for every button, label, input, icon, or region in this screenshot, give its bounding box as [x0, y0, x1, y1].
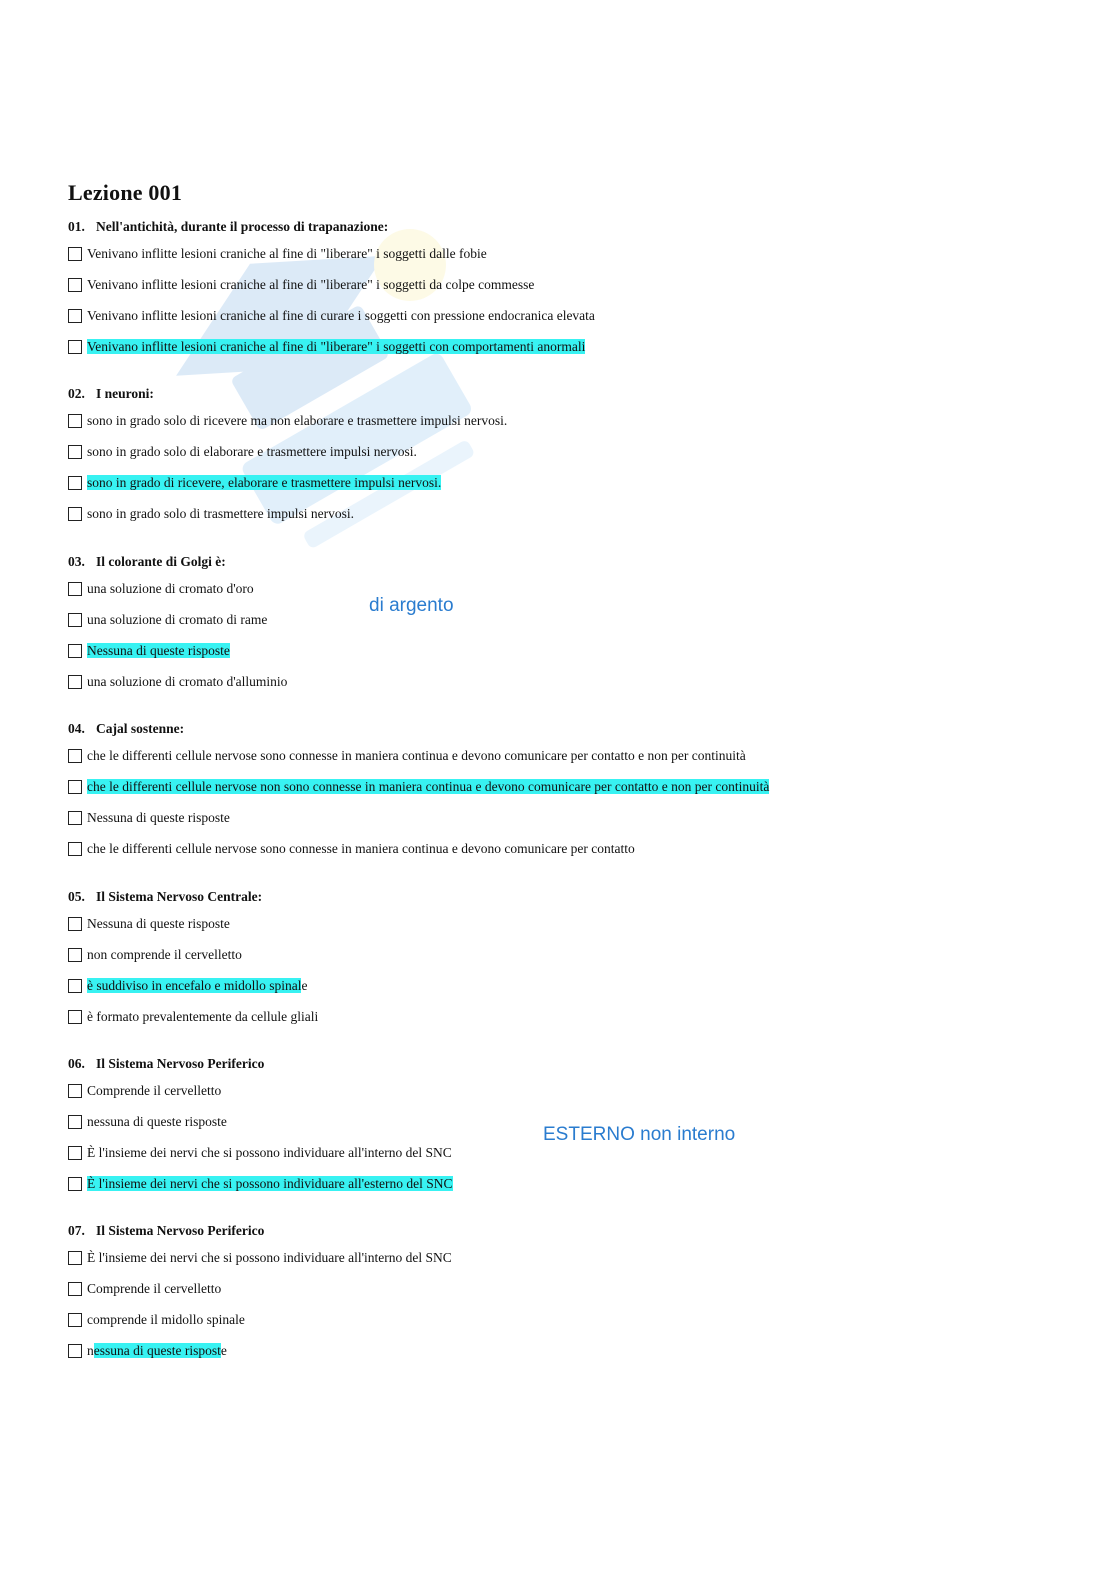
answer-option-label [87, 581, 254, 597]
answer-option[interactable] [68, 498, 507, 529]
checkbox[interactable] [68, 644, 82, 658]
answer-option[interactable] [68, 802, 769, 833]
answer-text: che le differenti cellule nervose sono connesse in maniera continua e devono comunicare per contatto e non per continuità [87, 747, 746, 763]
answer-text: che le differenti cellule nervose sono connesse in maniera continua e devono comunicare per contatto [87, 840, 635, 856]
question-text: Il colorante di Golgi è: [96, 554, 226, 569]
highlighted-answer-text: Nessuna di queste risposte [87, 642, 230, 658]
answer-option-label [87, 475, 441, 491]
checkbox[interactable] [68, 842, 82, 856]
answer-option[interactable] [68, 1137, 453, 1168]
answer-text: n [87, 1342, 94, 1358]
highlighted-answer-text: sono in grado di ricevere, elaborare e trasmettere impulsi nervosi. [87, 474, 442, 490]
question-block [68, 551, 287, 697]
answer-text: Comprende il cervelletto [87, 1082, 222, 1098]
question-number: 01. [68, 219, 85, 234]
answer-option-label [87, 643, 230, 659]
answer-option[interactable] [68, 436, 507, 467]
question-number: 03. [68, 554, 85, 569]
answer-option[interactable] [68, 1001, 318, 1032]
question-block [68, 718, 769, 864]
checkbox[interactable] [68, 1282, 82, 1296]
checkbox[interactable] [68, 917, 82, 931]
question-block [68, 383, 507, 529]
question-text: I neuroni: [96, 386, 154, 401]
answer-option[interactable] [68, 1273, 452, 1304]
answer-option-label [87, 916, 230, 932]
question-block [68, 1053, 453, 1199]
answer-option[interactable] [68, 238, 595, 269]
checkbox[interactable] [68, 948, 82, 962]
question-number: 07. [68, 1223, 85, 1238]
answer-option-label [87, 506, 354, 522]
checkbox[interactable] [68, 247, 82, 261]
answer-option[interactable] [68, 604, 287, 635]
answer-option[interactable] [68, 300, 595, 331]
answer-option[interactable] [68, 1075, 453, 1106]
answer-option-label [87, 841, 635, 857]
checkbox[interactable] [68, 613, 82, 627]
question-heading [68, 216, 595, 238]
answer-option-label [87, 246, 487, 262]
answer-option-label [87, 810, 230, 826]
checkbox[interactable] [68, 445, 82, 459]
answer-option-label [87, 1281, 221, 1297]
checkbox[interactable] [68, 476, 82, 490]
answer-option-label [87, 339, 585, 355]
answer-option[interactable] [68, 666, 287, 697]
answer-option-label [87, 947, 242, 963]
question-text: Il Sistema Nervoso Periferico [96, 1223, 265, 1238]
checkbox[interactable] [68, 979, 82, 993]
highlighted-answer-text: è suddiviso in encefalo e midollo spinal [87, 977, 302, 993]
answer-option-label [87, 748, 746, 764]
answer-option[interactable] [68, 1335, 452, 1366]
question-block [68, 1220, 452, 1366]
handwritten-note: ESTERNO non interno [543, 1124, 736, 1145]
answer-text: Venivano inflitte lesioni craniche al fine di "liberare" i soggetti da colpe commesse [87, 276, 535, 292]
question-block [68, 886, 318, 1032]
answer-option[interactable] [68, 970, 318, 1001]
answer-option-label [87, 1250, 452, 1266]
answer-option[interactable] [68, 405, 507, 436]
answer-text: non comprende il cervelletto [87, 946, 242, 962]
checkbox[interactable] [68, 780, 82, 794]
answer-option-label [87, 674, 287, 690]
answer-option[interactable] [68, 1242, 452, 1273]
answer-option-label [87, 444, 417, 460]
checkbox[interactable] [68, 278, 82, 292]
answer-option-label [87, 1145, 452, 1161]
checkbox[interactable] [68, 582, 82, 596]
question-heading [68, 886, 318, 908]
answer-text: È l'insieme dei nervi che si possono individuare all'interno del SNC [87, 1249, 452, 1265]
answer-option[interactable] [68, 771, 769, 802]
question-text: Cajal sostenne: [96, 721, 185, 736]
question-number: 05. [68, 889, 85, 904]
answer-option-label [87, 277, 534, 293]
highlighted-answer-text: Venivano inflitte lesioni craniche al fine di "liberare" i soggetti con comportamenti anormali [87, 338, 586, 354]
question-text: Il Sistema Nervoso Centrale: [96, 889, 263, 904]
checkbox[interactable] [68, 1313, 82, 1327]
checkbox[interactable] [68, 1177, 82, 1191]
answer-text: comprende il midollo spinale [87, 1311, 245, 1327]
answer-text: sono in grado solo di ricevere ma non elaborare e trasmettere impulsi nervosi. [87, 412, 508, 428]
highlighted-answer-text: È l'insieme dei nervi che si possono individuare all'esterno del SNC [87, 1175, 453, 1191]
answer-option[interactable] [68, 1106, 453, 1137]
question-heading [68, 1220, 452, 1242]
question-text: Nell'antichità, durante il processo di trapanazione: [96, 219, 389, 234]
answer-text: sono in grado solo di elaborare e trasmettere impulsi nervosi. [87, 443, 417, 459]
question-text: Il Sistema Nervoso Periferico [96, 1056, 265, 1071]
checkbox[interactable] [68, 675, 82, 689]
answer-option-label [87, 779, 769, 795]
answer-text: una soluzione di cromato di rame [87, 611, 268, 627]
checkbox[interactable] [68, 309, 82, 323]
question-number: 02. [68, 386, 85, 401]
answer-text: sono in grado solo di trasmettere impulsi nervosi. [87, 505, 354, 521]
answer-text: Venivano inflitte lesioni craniche al fine di "liberare" i soggetti dalle fobie [87, 245, 487, 261]
answer-option[interactable] [68, 939, 318, 970]
answer-text: Comprende il cervelletto [87, 1280, 222, 1296]
answer-option[interactable] [68, 1168, 453, 1199]
answer-text: È l'insieme dei nervi che si possono individuare all'interno del SNC [87, 1144, 452, 1160]
answer-option-label [87, 1114, 227, 1130]
checkbox[interactable] [68, 1084, 82, 1098]
page-title: Lezione 001 [68, 180, 183, 205]
answer-option[interactable] [68, 269, 595, 300]
handwritten-note: di argento [369, 595, 454, 616]
answer-text: e [220, 1342, 227, 1358]
answer-option-label [87, 1312, 245, 1328]
checkbox[interactable] [68, 1251, 82, 1265]
checkbox[interactable] [68, 507, 82, 521]
highlighted-answer-text: che le differenti cellule nervose non sono connesse in maniera continua e devono comunicare per contatto e non per continuità [87, 778, 770, 794]
answer-text: Nessuna di queste risposte [87, 915, 230, 931]
answer-text: nessuna di queste risposte [87, 1113, 227, 1129]
question-heading [68, 383, 507, 405]
answer-option-label [87, 1176, 453, 1192]
answer-text: Nessuna di queste risposte [87, 809, 230, 825]
question-heading [68, 718, 769, 740]
answer-text: Venivano inflitte lesioni craniche al fine di curare i soggetti con pressione endocranica elevata [87, 307, 595, 323]
answer-option[interactable] [68, 1304, 452, 1335]
checkbox[interactable] [68, 749, 82, 763]
question-number: 04. [68, 721, 85, 736]
checkbox[interactable] [68, 414, 82, 428]
checkbox[interactable] [68, 1010, 82, 1024]
answer-option[interactable] [68, 908, 318, 939]
checkbox[interactable] [68, 1146, 82, 1160]
checkbox[interactable] [68, 811, 82, 825]
checkbox[interactable] [68, 1115, 82, 1129]
question-number: 06. [68, 1056, 85, 1071]
answer-option[interactable] [68, 635, 287, 666]
answer-option[interactable] [68, 467, 507, 498]
answer-option-label [87, 1083, 221, 1099]
answer-option-label [87, 1009, 318, 1025]
checkbox[interactable] [68, 340, 82, 354]
answer-text: e [301, 977, 308, 993]
answer-text: è formato prevalentemente da cellule gliali [87, 1008, 319, 1024]
answer-option-label [87, 308, 595, 324]
answer-option-label [87, 612, 267, 628]
answer-option-label [87, 1343, 227, 1359]
answer-option[interactable] [68, 833, 769, 864]
checkbox[interactable] [68, 1344, 82, 1358]
answer-option[interactable] [68, 573, 287, 604]
question-heading [68, 551, 287, 573]
answer-option-label [87, 413, 507, 429]
question-block [68, 216, 595, 362]
answer-option[interactable] [68, 331, 595, 362]
highlighted-answer-text: essuna di queste rispost [93, 1342, 221, 1358]
answer-text: una soluzione di cromato d'alluminio [87, 673, 288, 689]
answer-text: una soluzione di cromato d'oro [87, 580, 254, 596]
question-heading [68, 1053, 453, 1075]
answer-option-label [87, 978, 307, 994]
answer-option[interactable] [68, 740, 769, 771]
